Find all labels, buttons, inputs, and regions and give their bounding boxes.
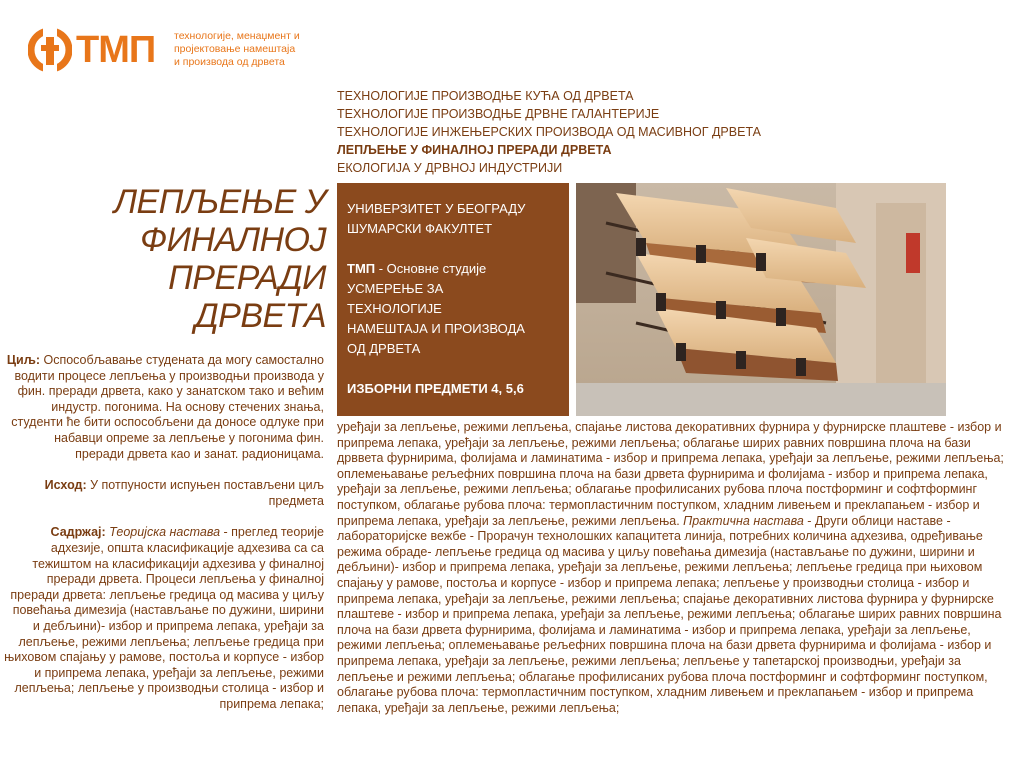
gluing-clamp-rack-photo [576, 183, 946, 416]
program-line: ТМП - Основне студије [347, 261, 487, 276]
course-link[interactable]: ТЕХНОЛОГИЈЕ ПРОИЗВОДЊЕ ДРВНЕ ГАЛАНТЕРИЈЕ [337, 107, 660, 121]
content-paragraph: Садржај: Теоријска настава - преглед теорије адхезије, општа класификације адхезива са са тежиштом на класификацији адхезива у финалној преради дрвета. Процеси лепљења у финалној преради дрвета: лепљење гредица од масива у циљу повећања димезија (настављање по дужини, ширини и дебљини)- избор и припрема лепака, уређаји за лепљење, режими лепљења; лепљење гредица при њиховом спајању у рамове, постоља и корпусе - избор и припрема лепака, уређаји за лепљење, режими лепљења; лепљење у производњи столица - избор и припрема лепака; [4, 525, 324, 711]
tmp-logo-icon [28, 28, 72, 72]
course-content-continued: уређаји за лепљење, режими лепљења, спајање листова декоративних фурнира у фурнирске плаштеве - избор и припрема лепака, уређаји за лепљење, режими лепљења; облагање ширих равних површина плоча на бази дрввета фурнирима, фолијама и ламинатима - избор и припрема лепака, уређаји за лепљење, режими лепљења; оплемењавање рељефних површина плоча на бази дрвета фурнирима и фолијама - избор и припрема лепака, уређаји за лепљење, режими лепљења; облагање профилисаних рубова плоча постформинг и софтформинг поступком, облагање рубова плоча: термопластичним поступком, хладним ливењем и преклапањем - избор и припрема лепака, уређаји за лепљење, режими лепљења. Практична настава - Други облици наставе - лабораторијске вежбе - Прорачун технолошких капацитета линија, потребних количина адхезива, одређивање режима обраде- лепљење гредица од масива у циљу повећања димезија (настављање по дужини, ширини и дебљини)- избор и припрема лепака, уређаји за лепљење, режими лепљења; лепљење гредица при њиховом спајању у рамове, постоља и корпусе - избор и припрема лепака; лепљење у производњи столица - избор и припрема лепака, уређаји за лепљење, режими лепљења; спајање декоративних листова фурнира у фурнирске плаштеве - избор и припрема лепака, уређаји за лепљење, режими лепљења; облагање ширих равних површина плоча на бази дрвета фурнирима, фолијама и ламинатима - избор и припрема лепака, уређаји за лепљење, режими лепљења; оплемењавање рељефних површина плоча на бази дрвета фурнирима и фолијама - избор и припрема лепака, уређаји за лепљење, режими лепљења; лепљење у тапетарској производњи, уређаји за лепљење и режими лепљења; облагање профилисаних рубова плоча постформинг и софтформинг поступком, облагање рубова плоча: термопластичним поступком, хладним ливењем и преклапањем - избор и припрема лепака, уређаји за лепљење, режими лепљења; [337, 420, 1004, 715]
logo-wordmark: ТМП [76, 29, 156, 71]
course-link[interactable]: ЕКОЛОГИЈА У ДРВНОЈ ИНДУСТРИЈИ [337, 161, 563, 175]
logo-tagline: технологије, менаџмент и пројектовање намештаја и производа од дрвета [174, 30, 300, 68]
faculty-name: ШУМАРСКИ ФАКУЛТЕТ [347, 221, 493, 236]
course-link[interactable]: ТЕХНОЛОГИЈЕ ПРОИЗВОДЊЕ КУЋА ОД ДРВЕТА [337, 89, 634, 103]
clamp-rack-image [576, 183, 946, 416]
university-name: УНИВЕРЗИТЕТ У БЕОГРАДУ [347, 201, 526, 216]
course-link[interactable]: ТЕХНОЛОГИЈЕ ИНЖЕЊЕРСКИХ ПРОИЗВОДА ОД МАСИВНОГ ДРВЕТА [337, 125, 762, 139]
course-link-active[interactable]: ЛЕПЉЕЊЕ У ФИНАЛНОЈ ПРЕРАДИ ДРВЕТА [337, 143, 612, 157]
page-title: ЛЕПЉЕЊЕ У ФИНАЛНОЈ ПРЕРАДИ ДРВЕТА [113, 183, 326, 335]
logo [28, 26, 328, 76]
program-info-box: УНИВЕРЗИТЕТ У БЕОГРАДУ ШУМАРСКИ ФАКУЛТЕТ ТМП - Основне студије УСМЕРЕЊЕ ЗА ТЕХНОЛОГИЈЕ НАМЕШТАЈА И ПРОИЗВОДА ОД ДРВЕТА ИЗБОРНИ ПРЕДМЕТИ 4, 5,6 [337, 183, 569, 416]
outcome-paragraph: Исход: У потпуности испуњен постављени циљ предмета [44, 478, 324, 508]
course-description-left [4, 353, 324, 712]
electives-label: ИЗБОРНИ ПРЕДМЕТИ 4, 5,6 [347, 381, 524, 396]
course-list [337, 87, 761, 177]
goal-paragraph: Циљ: Оспособљавање студената да могу самостално водити процесе лепљења у производњи производа у фин. преради дрвета, како у занатском тако и већим индустр. погонима. На основу стечених знања, студенти ће бити оспособљени да доносе одлуке при набавци опреме за лепљење у погонима фин. преради дрвета као и занат. радионицама. [6, 353, 324, 461]
